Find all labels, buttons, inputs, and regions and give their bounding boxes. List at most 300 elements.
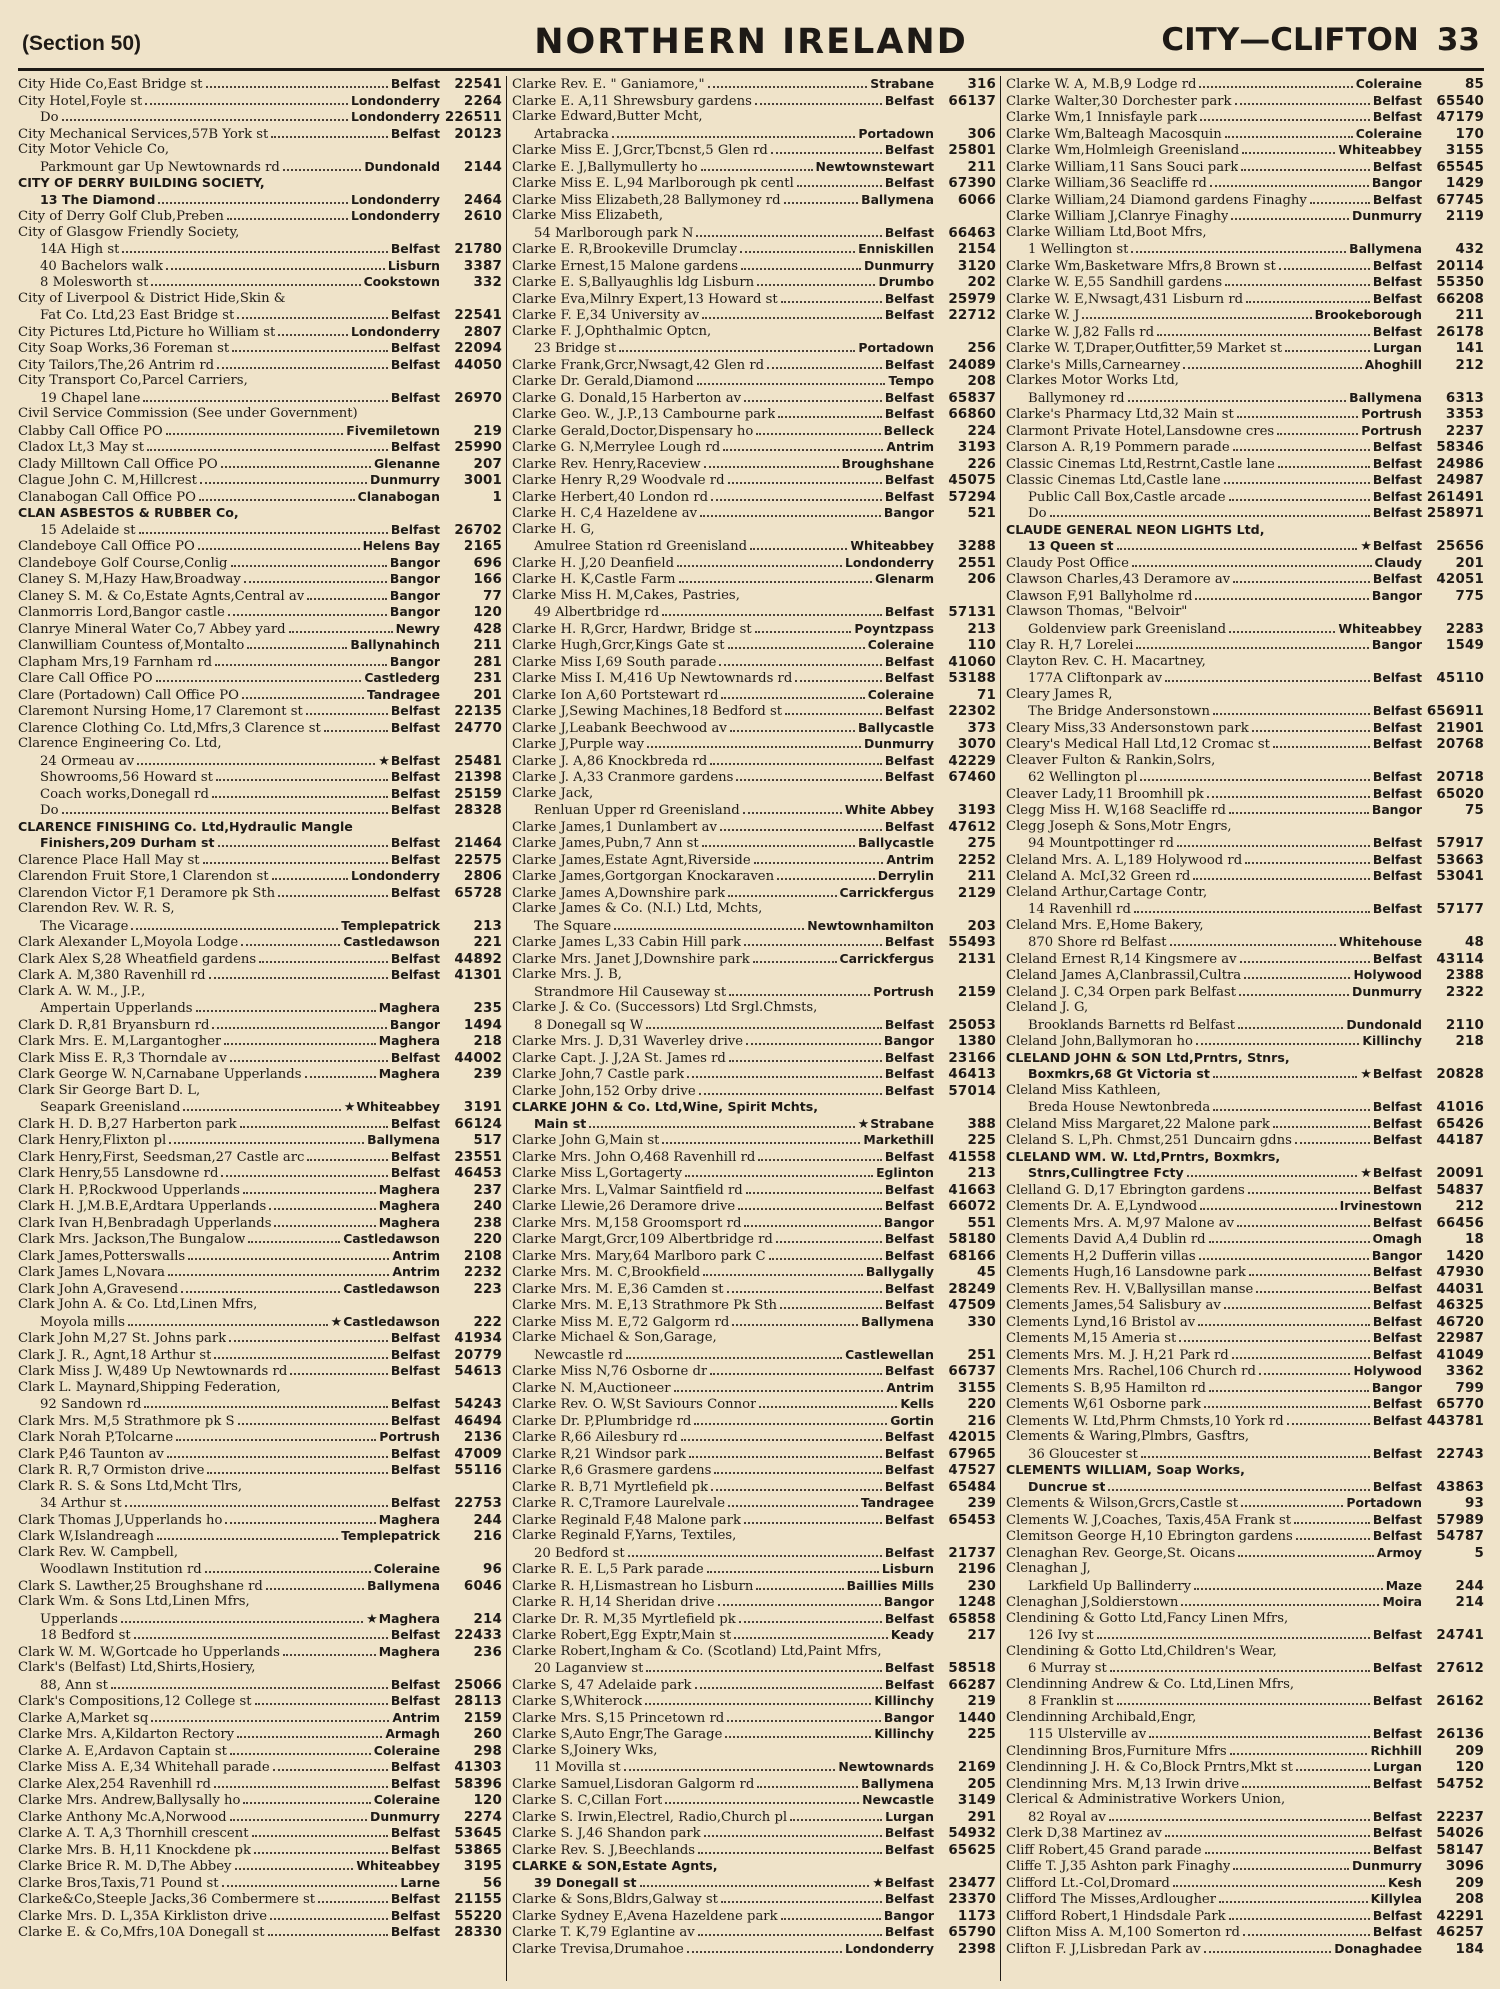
- entry-number: 211: [967, 869, 996, 884]
- entry-exchange: Belfast: [1372, 1297, 1422, 1312]
- entry-name: Cleland Mrs. E,Home Bakery,: [1006, 917, 1204, 933]
- directory-entry: [1006, 1380, 1484, 1397]
- leader-dots: [679, 581, 872, 583]
- exchange-wrap: [379, 1182, 440, 1199]
- exchange-wrap: [885, 390, 934, 407]
- entry-name: Clarke Jack,: [512, 785, 594, 801]
- entry-number: 551: [967, 1215, 996, 1231]
- leader-dots: [719, 664, 881, 666]
- entry-number: 239: [967, 1496, 996, 1511]
- exchange-wrap: [885, 1083, 934, 1100]
- entry-number: 2464: [463, 192, 502, 208]
- entry-name: Clark H. D. B,27 Harberton park: [18, 1116, 237, 1132]
- exchange-wrap: [1360, 1066, 1422, 1083]
- exchange-wrap: [1373, 670, 1422, 687]
- directory-entry: [512, 1512, 996, 1529]
- entry-exchange: Belfast: [884, 175, 934, 190]
- exchange-wrap: [838, 1759, 934, 1776]
- leader-dots: [212, 1027, 386, 1029]
- entry-name: City Pictures Ltd,Picture ho William st: [18, 324, 276, 340]
- entry-name: Clelland G. D,17 Ebrington gardens: [1006, 1182, 1245, 1198]
- directory-entry: [1006, 126, 1484, 143]
- exchange-wrap: [391, 340, 440, 357]
- exchange-wrap: [1373, 109, 1422, 126]
- directory-entry: [18, 571, 502, 588]
- directory-entry: [18, 885, 502, 902]
- entry-number: 166: [473, 572, 502, 587]
- entry-name: Clarke Reginald F,48 Malone park: [512, 1512, 741, 1528]
- entry-exchange: Bangor: [389, 587, 440, 603]
- entry-name: Do: [1028, 506, 1047, 521]
- entry-name: Classic Cinemas Ltd,Castle lane: [1006, 473, 1221, 488]
- directory-entry: [1006, 703, 1484, 720]
- directory-entry: [512, 1066, 996, 1083]
- leader-dots: [1193, 878, 1369, 880]
- entry-name: Woodlawn Institution rd: [40, 1562, 202, 1577]
- entry-exchange: Bangor: [1371, 637, 1422, 652]
- entry-name: 54 Marlborough park N: [534, 225, 694, 241]
- leader-dots: [1219, 1901, 1368, 1903]
- entry-number: 53188: [948, 671, 996, 686]
- entry-number: 24770: [454, 720, 502, 736]
- leader-dots: [209, 977, 388, 979]
- entry-name: Clarke G. N,Merrylee Lough rd: [512, 440, 721, 455]
- entry-number: 65540: [1436, 93, 1484, 109]
- leader-dots: [1229, 812, 1369, 814]
- entry-name: Clarke Henry R,29 Woodvale rd: [512, 473, 725, 488]
- directory-entry-heading: [1006, 1710, 1484, 1727]
- entry-number: 65790: [948, 1925, 996, 1940]
- entry-name: Clark Alexander L,Moyola Lodge: [18, 935, 239, 950]
- directory-entry: [1006, 1281, 1484, 1298]
- directory-entry: [512, 1611, 996, 1628]
- exchange-wrap: [391, 439, 440, 456]
- entry-exchange: Belfast: [884, 934, 934, 949]
- directory-entry: [1006, 1743, 1484, 1760]
- exchange-wrap: [842, 456, 934, 473]
- entry-exchange: Whiteabbey: [356, 1099, 440, 1114]
- exchange-wrap: [885, 1660, 934, 1677]
- leader-dots: [1273, 746, 1370, 748]
- directory-entry-heading: [1006, 1462, 1484, 1479]
- entry-number: 26136: [1436, 1727, 1484, 1742]
- directory-entry: [512, 505, 996, 522]
- entry-number: 316: [967, 77, 996, 92]
- entry-name: Clements Lynd,16 Bristol av: [1006, 1314, 1196, 1330]
- leader-dots: [1109, 1819, 1370, 1821]
- directory-entry: [512, 1891, 996, 1908]
- entry-exchange: Belfast: [884, 1924, 934, 1939]
- entry-name: Clarke Brice R. M. D,The Abbey: [18, 1859, 232, 1874]
- entry-name: Clarke Mrs. B. H,11 Knockdene pk: [18, 1842, 251, 1858]
- exchange-wrap: [878, 274, 934, 291]
- entry-number: 2610: [463, 209, 502, 224]
- entry-name: 40 Bachelors walk: [40, 258, 163, 274]
- exchange-wrap: [885, 934, 934, 951]
- entry-number: 45: [976, 1265, 996, 1280]
- exchange-wrap: [1377, 1545, 1422, 1562]
- leader-dots: [1170, 944, 1336, 946]
- directory-entry: [18, 687, 502, 704]
- entry-number: 332: [473, 275, 502, 290]
- entry-number: 206: [967, 572, 996, 587]
- entry-number: 120: [1455, 1760, 1484, 1775]
- entry-exchange: Ballymena: [367, 1577, 440, 1593]
- leader-dots: [662, 614, 882, 616]
- entry-name: Clarence Place Hall May st: [18, 852, 200, 868]
- entry-exchange: Belfast: [390, 241, 440, 256]
- entry-exchange: Newtownhamilton: [807, 917, 934, 933]
- entry-exchange: Dunmurry: [370, 1808, 440, 1824]
- entry-number: 120: [473, 1793, 502, 1808]
- leader-dots: [1225, 136, 1353, 138]
- exchange-wrap: [370, 472, 440, 489]
- directory-entry: [1006, 1891, 1484, 1908]
- leader-dots: [1230, 1753, 1368, 1755]
- exchange-wrap: [845, 1347, 934, 1364]
- leader-dots: [1082, 317, 1311, 319]
- directory-entry: [18, 1066, 502, 1083]
- entry-name: Clarke Wm,Balteagh Macosquin: [1006, 126, 1222, 142]
- exchange-wrap: [391, 885, 440, 902]
- directory-entry-heading: [1006, 885, 1484, 902]
- entry-number: 291: [967, 1809, 996, 1825]
- leader-dots: [784, 202, 859, 204]
- entry-name: Clendinning Mrs. M,13 Irwin drive: [1006, 1776, 1240, 1792]
- entry-number: 218: [1455, 1034, 1484, 1049]
- exchange-wrap: [885, 1545, 934, 1562]
- entry-exchange: Portadown: [1346, 1495, 1422, 1510]
- directory-entry: [18, 423, 502, 440]
- exchange-wrap: [1373, 1099, 1422, 1116]
- entry-name: Clarke&Co,Steeple Jacks,36 Combermere st: [18, 1892, 316, 1907]
- entry-name: Clarke Robert,Egg Exptr,Main st: [512, 1628, 732, 1643]
- entry-name: Ampertain Upperlands: [40, 1001, 193, 1016]
- entry-exchange: Belfast: [884, 1016, 934, 1032]
- entry-number: 203: [967, 918, 996, 934]
- entry-number: 65770: [1436, 1397, 1484, 1412]
- leader-dots: [1157, 334, 1370, 336]
- directory-entry: [1006, 1248, 1484, 1265]
- exchange-wrap: [351, 208, 440, 225]
- entry-name: Clarendon Rev. W. R. S,: [18, 901, 175, 916]
- entry-name: Clarke R,21 Windsor park: [512, 1446, 686, 1462]
- entry-exchange: Kesh: [1388, 1874, 1422, 1890]
- entry-number: 71: [976, 687, 996, 703]
- exchange-wrap: [1373, 1347, 1422, 1364]
- leader-dots: [647, 746, 861, 748]
- entry-name: Clements James,54 Salisbury av: [1006, 1298, 1221, 1313]
- entry-name: Clarke R. H,Lismastrean ho Lisburn: [512, 1578, 754, 1594]
- entry-name: Clark D. R,81 Bryansburn rd: [18, 1017, 210, 1033]
- entry-name: Clarke J,Sewing Machines,18 Bedford st: [512, 704, 783, 719]
- leader-dots: [1209, 1241, 1370, 1243]
- entry-exchange: Armoy: [1376, 1544, 1422, 1560]
- entry-name: Cleaver Lady,11 Broomhill pk: [1006, 786, 1204, 802]
- entry-name: CLEMENTS WILLIAM, Soap Works,: [1006, 1462, 1245, 1477]
- directory-entry: [512, 1017, 996, 1034]
- entry-exchange: Bangor: [883, 505, 934, 520]
- listing-column-1: [18, 76, 502, 1981]
- entry-number: 20828: [1436, 1067, 1484, 1082]
- leader-dots: [614, 928, 804, 930]
- directory-entry: [18, 274, 502, 291]
- entry-name: Cleland J. C,34 Orpen park Belfast: [1006, 984, 1237, 1000]
- entry-number: 55220: [454, 1908, 502, 1924]
- directory-entry: [18, 1561, 502, 1578]
- entry-number: 1: [492, 489, 502, 505]
- entry-number: 225: [967, 1727, 996, 1742]
- leader-dots: [1231, 218, 1349, 220]
- exchange-wrap: [1373, 1479, 1422, 1496]
- leader-dots: [1165, 1835, 1370, 1837]
- entry-name: Clarke Mrs. M. C,Brookfield: [512, 1265, 701, 1280]
- exchange-wrap: [840, 951, 934, 968]
- directory-entry: [512, 1347, 996, 1364]
- exchange-wrap: [858, 126, 934, 143]
- entry-name: Clarke A. E,Ardavon Captain st: [18, 1743, 227, 1759]
- directory-entry: [18, 1149, 502, 1166]
- exchange-wrap: [1352, 984, 1422, 1001]
- entry-name: 39 Donegall st: [534, 1874, 637, 1890]
- directory-entry: [512, 1941, 996, 1958]
- leader-dots: [1173, 1885, 1385, 1887]
- entry-number: 46494: [454, 1413, 502, 1429]
- directory-entry: [18, 1314, 502, 1331]
- entry-name: Clark H. P,Rockwood Upperlands: [18, 1182, 240, 1198]
- exchange-wrap: [391, 1347, 440, 1364]
- entry-number: 47179: [1436, 110, 1484, 125]
- entry-number: 260: [473, 1727, 502, 1742]
- directory-entry: [512, 1380, 996, 1397]
- directory-entry: [18, 1429, 502, 1446]
- entry-name: 92 Sandown rd: [40, 1397, 142, 1412]
- directory-entry: [1006, 1842, 1484, 1859]
- directory-entry-heading: [512, 1858, 996, 1875]
- entry-exchange: Lurgan: [1373, 340, 1422, 355]
- entry-number: 46413: [948, 1067, 996, 1082]
- entry-exchange: Belfast: [390, 1759, 440, 1774]
- exchange-wrap: [884, 1215, 934, 1232]
- directory-entry: [18, 307, 502, 324]
- entry-number: 1380: [957, 1034, 996, 1049]
- entry-name: Clapham Mrs,19 Farnham rd: [18, 654, 213, 670]
- entry-exchange: Belfast: [884, 1511, 934, 1527]
- entry-name: Finishers,209 Durham st: [40, 835, 215, 850]
- leader-dots: [1200, 1208, 1336, 1210]
- exchange-wrap: [872, 1875, 934, 1892]
- entry-name: Clarke F. E,34 University av: [512, 308, 700, 323]
- directory-entry: [1006, 489, 1484, 506]
- exchange-wrap: [391, 1446, 440, 1463]
- entry-number: 521: [967, 506, 996, 521]
- exchange-wrap: [364, 670, 440, 687]
- entry-number: 54243: [454, 1397, 502, 1412]
- entry-name: City of Glasgow Friendly Society,: [18, 224, 240, 240]
- entry-number: 281: [473, 654, 502, 670]
- entry-name: Clarke S. Irwin,Electrel, Radio,Church pl: [512, 1809, 788, 1825]
- entry-number: 251: [967, 1347, 996, 1363]
- entry-name: 88, Ann st: [40, 1677, 108, 1693]
- entry-exchange: Belfast: [884, 1891, 934, 1906]
- exchange-wrap: [391, 1924, 440, 1941]
- directory-entry: [18, 1050, 502, 1067]
- exchange-wrap: [886, 439, 934, 456]
- entry-name: Clark George W. N,Carnabane Upperlands: [18, 1067, 302, 1082]
- entry-name: Breda House Newtonbreda: [1028, 1100, 1211, 1115]
- leader-dots: [1224, 1307, 1370, 1309]
- entry-exchange: Belfast: [884, 290, 934, 306]
- entry-name: Clarke Rev. E. " Ganiamore,": [512, 77, 705, 92]
- entry-exchange: Belfast: [390, 950, 440, 966]
- directory-entry: [18, 1165, 502, 1182]
- exchange-wrap: [1373, 1842, 1422, 1859]
- exchange-wrap: [854, 621, 934, 638]
- entry-name: Cleaver Fulton & Rankin,Solrs,: [1006, 752, 1216, 768]
- entry-number: 66137: [948, 93, 996, 109]
- leader-dots: [231, 565, 387, 567]
- entry-name: CITY OF DERRY BUILDING SOCIETY,: [18, 175, 265, 190]
- leader-dots: [183, 1109, 340, 1111]
- exchange-wrap: [882, 1561, 934, 1578]
- directory-entry: [1006, 291, 1484, 308]
- entry-exchange: Glenanne: [373, 455, 440, 471]
- entry-name: Clarke Mrs. M,158 Groomsport rd: [512, 1215, 742, 1231]
- entry-name: 126 Ivy st: [1028, 1628, 1094, 1643]
- entry-exchange: Belfast: [884, 752, 934, 768]
- entry-exchange: Belfast: [1372, 1330, 1422, 1345]
- header-range: [1161, 22, 1480, 58]
- leader-dots: [645, 1703, 871, 1705]
- entry-name: Clare (Portadown) Call Office PO: [18, 687, 239, 703]
- entry-name: Clarke Mrs. Mary,64 Marlboro park C: [512, 1248, 766, 1264]
- leader-dots: [708, 86, 868, 88]
- entry-number: 239: [473, 1067, 502, 1082]
- entry-name: Clarke Mrs. Janet J,Downshire park: [512, 951, 750, 967]
- entry-name: Cleary James R,: [1006, 686, 1113, 702]
- entry-name: Cleland Ernest R,14 Kingsmere av: [1006, 951, 1237, 967]
- entry-name: Parkmount gar Up Newtownards rd: [40, 159, 280, 175]
- entry-name: Clarke S. C,Cillan Fort: [512, 1793, 663, 1808]
- leader-dots: [797, 185, 882, 187]
- directory-entry: [1006, 670, 1484, 687]
- entry-name: Clark John M,27 St. Johns park: [18, 1331, 227, 1346]
- entry-name: 8 Franklin st: [1028, 1694, 1114, 1709]
- entry-number: 22094: [454, 341, 502, 356]
- directory-entry: [18, 1710, 502, 1727]
- directory-entry: [1006, 1165, 1484, 1182]
- entry-exchange: Newcastle: [862, 1792, 934, 1807]
- star-icon: ★: [857, 1116, 870, 1132]
- entry-exchange: Coleraine: [373, 1742, 440, 1758]
- exchange-wrap: [391, 720, 440, 737]
- exchange-wrap: [385, 1726, 440, 1743]
- entry-exchange: Tandragee: [860, 1495, 934, 1510]
- entry-number: 58180: [948, 1232, 996, 1247]
- entry-number: 225: [967, 1133, 996, 1148]
- entry-exchange: Ballymena: [861, 1775, 934, 1791]
- leader-dots: [697, 383, 886, 385]
- entry-name: Classic Cinemas Ltd,Restrnt,Castle lane: [1006, 456, 1275, 472]
- entry-name: Stnrs,Cullingtree Fcty: [1028, 1165, 1184, 1180]
- entry-exchange: Drumbo: [878, 274, 934, 289]
- exchange-wrap: [1373, 868, 1422, 885]
- directory-entry: [1006, 571, 1484, 588]
- exchange-wrap: [1373, 340, 1422, 357]
- leader-dots: [626, 1357, 842, 1359]
- entry-number: 202: [967, 275, 996, 290]
- directory-entry: [18, 1759, 502, 1776]
- entry-exchange: Ballynahinch: [350, 637, 440, 652]
- entry-number: 220: [473, 1232, 502, 1247]
- leader-dots: [730, 730, 855, 732]
- entry-exchange: Belfast: [1372, 901, 1422, 916]
- entry-number: 2274: [463, 1809, 502, 1825]
- leader-dots: [1181, 1604, 1379, 1606]
- entry-exchange: Broughshane: [841, 455, 934, 471]
- leader-dots: [1248, 1192, 1370, 1194]
- entry-name: Clarke Wm,Basketware Mfrs,8 Brown st: [1006, 258, 1276, 274]
- directory-entry-heading: [18, 225, 502, 242]
- exchange-wrap: [378, 753, 440, 770]
- entry-exchange: Ballymena: [1349, 389, 1422, 405]
- directory-entry: [18, 588, 502, 605]
- leader-dots: [710, 1373, 882, 1375]
- leader-dots: [1097, 1637, 1370, 1639]
- leader-dots: [1210, 185, 1369, 187]
- exchange-wrap: [358, 489, 440, 506]
- entry-number: 432: [1455, 242, 1484, 257]
- exchange-wrap: [391, 852, 440, 869]
- entry-exchange: Belfast: [390, 1115, 440, 1131]
- leader-dots: [289, 631, 393, 633]
- entry-name: Renluan Upper rd Greenisland: [534, 803, 740, 818]
- entry-name: Clarkes Motor Works Ltd,: [1006, 373, 1179, 388]
- entry-number: 22433: [454, 1628, 502, 1643]
- directory-entry: [1006, 951, 1484, 968]
- entry-name: Clarke S,Whiterock: [512, 1694, 643, 1709]
- entry-exchange: Belfast: [390, 1330, 440, 1345]
- entry-number: 2129: [957, 885, 996, 901]
- entry-number: 42015: [948, 1430, 996, 1445]
- entry-name: Clark Miss E. R,3 Thorndale av: [18, 1050, 227, 1066]
- entry-number: 54837: [1436, 1182, 1484, 1198]
- entry-number: 5: [1474, 1545, 1484, 1561]
- entry-name: 115 Ulsterville av: [1028, 1727, 1147, 1742]
- entry-name: Clanrye Mineral Water Co,7 Abbey yard: [18, 621, 286, 637]
- directory-entry: [512, 1875, 996, 1892]
- directory-entry: [18, 951, 502, 968]
- entry-exchange: Belfast: [1372, 1775, 1422, 1791]
- exchange-wrap: [391, 76, 440, 93]
- exchange-wrap: [1356, 126, 1422, 143]
- entry-number: 24986: [1436, 456, 1484, 472]
- exchange-wrap: [1373, 1726, 1422, 1743]
- directory-entry-heading: [512, 1330, 996, 1347]
- exchange-wrap: [884, 423, 934, 440]
- entry-number: 261491: [1426, 489, 1484, 505]
- entry-exchange: Belfast: [1372, 1181, 1422, 1197]
- entry-exchange: Strabane: [870, 1115, 934, 1131]
- entry-name: Clark Sir George Bart D. L,: [18, 1082, 201, 1098]
- leader-dots: [62, 119, 348, 121]
- entry-number: 2252: [957, 852, 996, 868]
- exchange-wrap: [1373, 324, 1422, 341]
- leader-dots: [753, 961, 837, 963]
- exchange-wrap: [885, 769, 934, 786]
- exchange-wrap: [873, 984, 934, 1001]
- leader-dots: [704, 1835, 882, 1837]
